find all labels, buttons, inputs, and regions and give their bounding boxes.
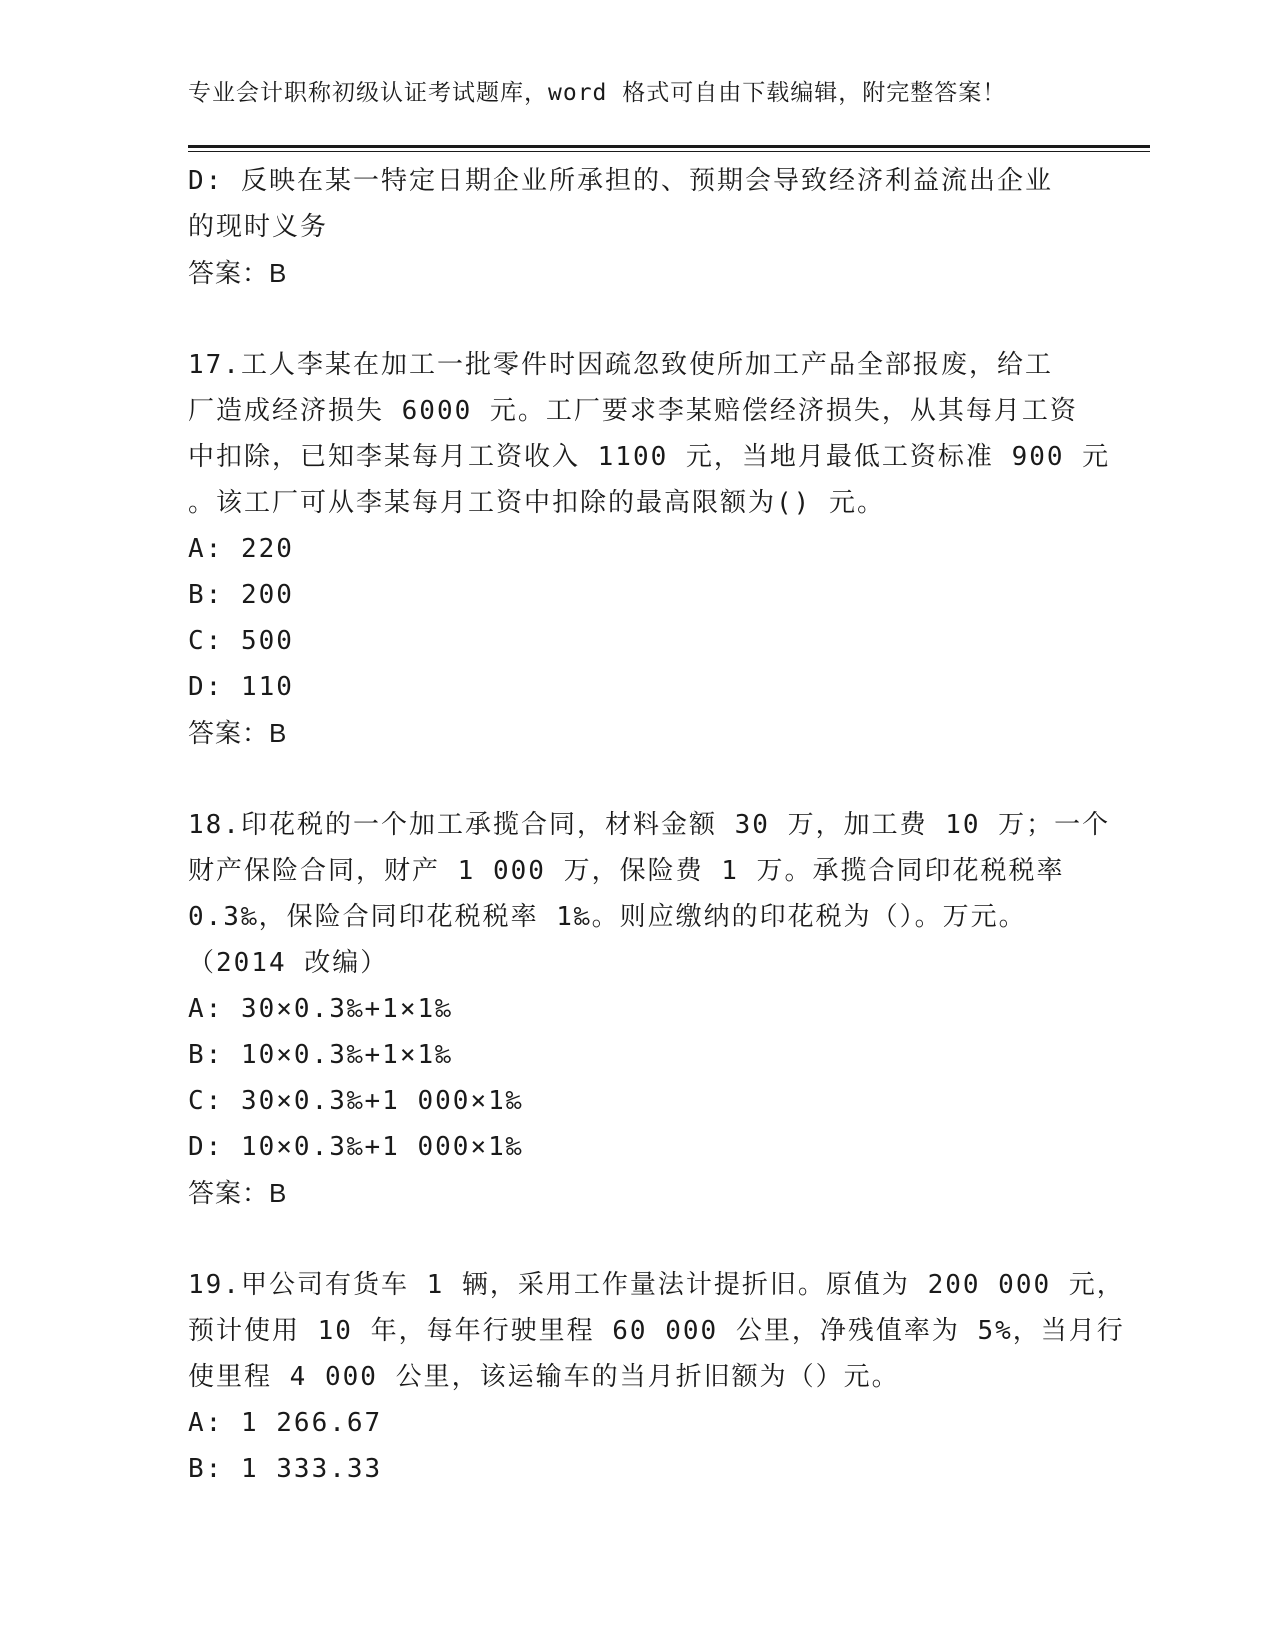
question-stem-line: 18.印花税的一个加工承揽合同，材料金额 30 万，加工费 10 万；一个	[188, 810, 1111, 840]
page-header: 专业会计职称初级认证考试题库，word 格式可自由下载编辑，附完整答案！	[188, 80, 1007, 106]
option-line: 的现时义务	[188, 212, 329, 242]
option-line: A: 30×0.3‰+1×1‰	[188, 994, 453, 1024]
answer-line: 答案：B	[188, 1178, 288, 1208]
option-line: D: 反映在某一特定日期企业所承担的、预期会导致经济利益流出企业	[188, 166, 1053, 196]
header-rule-thin	[188, 151, 1150, 152]
question-stem-line: 19.甲公司有货车 1 辆，采用工作量法计提折旧。原值为 200 000 元，	[188, 1270, 1125, 1300]
option-line: B: 1 333.33	[188, 1454, 383, 1484]
question-stem-line: 0.3‰，保险合同印花税税率 1‰。则应缴纳的印花税为（）。万元。	[188, 902, 1027, 932]
question-stem-line: 厂造成经济损失 6000 元。工厂要求李某赔偿经济损失，从其每月工资	[188, 396, 1078, 426]
answer-line: 答案：B	[188, 718, 288, 748]
option-line: A: 1 266.67	[188, 1408, 383, 1438]
option-line: B: 10×0.3‰+1×1‰	[188, 1040, 453, 1070]
question-stem-line: 预计使用 10 年，每年行驶里程 60 000 公里，净残值率为 5%，当月行	[188, 1316, 1125, 1346]
option-line: A: 220	[188, 534, 294, 564]
option-line: D: 10×0.3‰+1 000×1‰	[188, 1132, 524, 1162]
option-line: D: 110	[188, 672, 294, 702]
question-stem-line: 财产保险合同，财产 1 000 万，保险费 1 万。承揽合同印花税税率	[188, 856, 1065, 886]
option-line: C: 500	[188, 626, 294, 656]
answer-line: 答案：B	[188, 258, 288, 288]
header-rule-thick	[188, 145, 1150, 148]
document-body	[188, 158, 1125, 1492]
question-stem-line: 。该工厂可从李某每月工资中扣除的最高限额为() 元。	[188, 488, 885, 518]
question-stem-line: （2014 改编）	[188, 948, 389, 978]
question-stem-line: 17.工人李某在加工一批零件时因疏忽致使所加工产品全部报废，给工	[188, 350, 1053, 380]
option-line: C: 30×0.3‰+1 000×1‰	[188, 1086, 524, 1116]
question-stem-line: 使里程 4 000 公里，该运输车的当月折旧额为（）元。	[188, 1362, 900, 1392]
option-line: B: 200	[188, 580, 294, 610]
question-stem-line: 中扣除，已知李某每月工资收入 1100 元，当地月最低工资标准 900 元	[188, 442, 1111, 472]
